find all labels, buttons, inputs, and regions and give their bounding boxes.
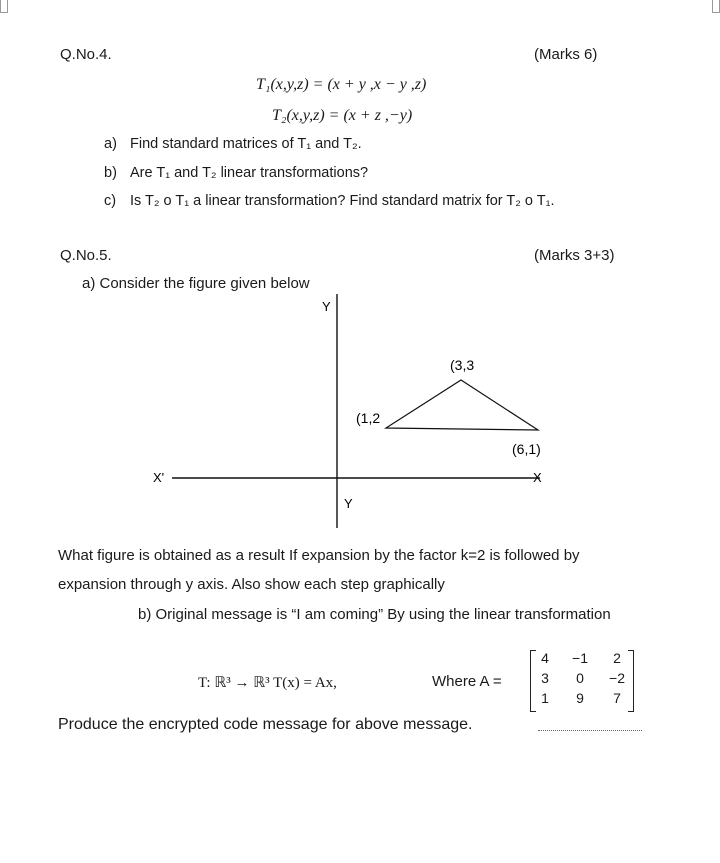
q4-item-a-text: Find standard matrices of T₁ and T₂.: [130, 136, 362, 152]
x-axis-right-label: X: [533, 470, 542, 485]
q4-t1-definition: T₁(x,y,z) = (x + y ,x − y ,z): [256, 76, 427, 93]
q5-marks: (Marks 3+3): [534, 247, 615, 264]
matrix-cell: −1: [572, 650, 588, 666]
y-axis-bottom-label: Y: [344, 496, 353, 511]
transform-definition: T: ℝ³ → ℝ³ T(x) = Ax,: [198, 675, 337, 691]
q4-item-a-marker: a): [104, 136, 117, 152]
q4-item-b-text: Are T₁ and T₂ linear transformations?: [130, 165, 369, 181]
point-top-label: (3,3: [450, 357, 475, 373]
where-label: Where A =: [432, 673, 502, 690]
q5-label: Q.No.5.: [60, 247, 112, 264]
q4-label: Q.No.4.: [60, 46, 112, 63]
q4-marks: (Marks 6): [534, 46, 598, 63]
matrix-cell: 0: [576, 670, 584, 686]
matrix-cell: 4: [541, 650, 549, 666]
answer-dotted-line: [538, 730, 642, 731]
q5-question-line-2: expansion through y axis. Also show each step graphically: [58, 576, 445, 593]
triangle: [386, 380, 538, 430]
matrix-cell: 7: [613, 690, 621, 706]
matrix-cell: 1: [541, 690, 549, 706]
q5-question-line-1: What figure is obtained as a result If expansion by the factor k=2 is followed by: [58, 547, 580, 564]
matrix-cell: 3: [541, 670, 549, 686]
q4-item-c-marker: c): [104, 193, 117, 209]
q4-item-c-text: Is T₂ o T₁ a linear transformation? Find standard matrix for T₂ o T₁.: [130, 193, 555, 209]
x-axis-left-label: X': [153, 470, 165, 485]
point-left-label: (1,2: [356, 410, 381, 426]
q4-item-b-marker: b): [104, 165, 117, 181]
matrix-cell: 2: [613, 650, 621, 666]
point-right-label: (6,1): [512, 441, 541, 457]
q4-t2-definition: T₂(x,y,z) = (x + z ,−y): [272, 107, 413, 124]
matrix-cell: 9: [576, 690, 584, 706]
matrix-cell: −2: [609, 670, 625, 686]
produce-instruction: Produce the encrypted code message for above message.: [58, 716, 473, 733]
q5-part-a: a) Consider the figure given below: [82, 275, 310, 292]
matrix-a: [530, 650, 634, 710]
y-axis-top-label: Y: [322, 299, 331, 314]
q5-part-b: b) Original message is “I am coming” By using the linear transformation: [138, 606, 611, 623]
